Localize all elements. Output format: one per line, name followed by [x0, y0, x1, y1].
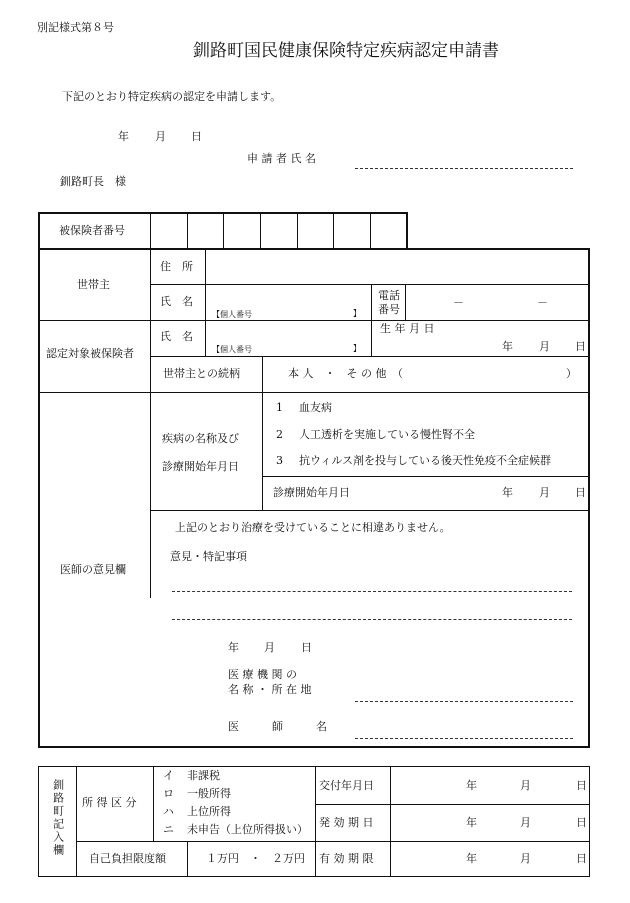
medical-facility-field[interactable]	[355, 701, 573, 702]
copay-limit-options[interactable]: １万円 ・ ２万円	[206, 852, 305, 865]
income-option-2[interactable]: 一般所得	[187, 787, 231, 800]
disease-num-2: 2	[276, 428, 283, 441]
application-year-label: 年	[118, 130, 129, 143]
phone-label: 電話	[378, 289, 400, 302]
application-day-label: 日	[191, 130, 202, 143]
treatment-start-label: 診療開始年月日	[273, 486, 350, 499]
householder-name-label: 氏 名	[160, 295, 193, 308]
doctor-opinion-label: 医師の意見欄	[60, 563, 126, 576]
medical-facility-label: 医 療 機 関 の	[228, 668, 297, 681]
disease-name-3[interactable]: 抗ウィルス剤を投与している後天性免疫不全症候群	[299, 454, 552, 467]
insured-digit-cell[interactable]	[370, 213, 371, 249]
certify-day-label: 日	[301, 641, 312, 654]
income-option-4[interactable]: 未申告（上位所得扱い）	[187, 823, 308, 836]
addressee: 釧路町長 様	[60, 175, 126, 188]
application-month-label: 月	[155, 130, 166, 143]
opinion-label: 意見・特記事項	[170, 550, 247, 563]
expiry-label: 有 効 期 限	[319, 852, 374, 865]
target-insured-label: 認定対象被保険者	[46, 347, 134, 360]
applicant-name-field[interactable]	[355, 168, 573, 169]
insured-digit-cell[interactable]	[223, 213, 224, 249]
disease-num-1: 1	[276, 401, 283, 414]
disease-name-2[interactable]: 人工透析を実施している慢性腎不全	[299, 428, 475, 441]
income-category-label: 所 得 区 分	[82, 796, 137, 809]
target-my-number-label: 【個人番号	[212, 345, 252, 354]
copay-limit-label: 自己負担限度額	[89, 852, 166, 865]
disease-name-1[interactable]: 血友病	[299, 401, 332, 414]
form-number: 別記様式第８号	[37, 21, 114, 34]
insured-digit-cell[interactable]	[260, 213, 261, 249]
phone-dash-2: －	[537, 296, 548, 309]
disease-num-3: 3	[276, 454, 283, 467]
relation-label: 世帯主との続柄	[163, 367, 240, 380]
effective-date-label: 発 効 期 日	[319, 816, 374, 829]
householder-address-label: 住 所	[160, 260, 193, 273]
opinion-line-1[interactable]	[172, 591, 572, 592]
insured-number-label: 被保険者番号	[59, 224, 125, 237]
income-option-3[interactable]: 上位所得	[187, 805, 231, 818]
certification-text: 上記のとおり治療を受けていることに相違ありません。	[175, 521, 451, 534]
opinion-line-2[interactable]	[172, 619, 572, 620]
birthdate-label: 生 年 月 日	[380, 322, 435, 335]
doctor-name-label: 医 師 名	[228, 720, 327, 733]
form-title: 釧路町国民健康保険特定疾病認定申請書	[193, 41, 499, 61]
issue-date-label: 交付年月日	[319, 779, 374, 792]
income-option-1[interactable]: 非課税	[187, 769, 220, 782]
householder-label: 世帯主	[77, 278, 110, 291]
office-use-label: 釧路町記入欄	[51, 779, 65, 857]
intro-text: 下記のとおり特定疾病の認定を申請します。	[62, 90, 282, 103]
insured-digit-cell[interactable]	[187, 213, 188, 249]
disease-label: 疾病の名称及び	[162, 432, 239, 445]
insured-digit-cell[interactable]	[297, 213, 298, 249]
insured-digit-cell[interactable]	[333, 213, 334, 249]
certify-month-label: 月	[264, 641, 275, 654]
relation-options[interactable]: 本 人 ・ そ の 他 （	[288, 367, 403, 380]
householder-my-number-label: 【個人番号	[212, 310, 252, 319]
certify-year-label: 年	[228, 641, 239, 654]
doctor-name-field[interactable]	[355, 738, 573, 739]
target-name-label: 氏 名	[160, 330, 193, 343]
phone-dash-1: －	[453, 296, 464, 309]
applicant-name-label: 申 請 者 氏 名	[247, 152, 316, 165]
